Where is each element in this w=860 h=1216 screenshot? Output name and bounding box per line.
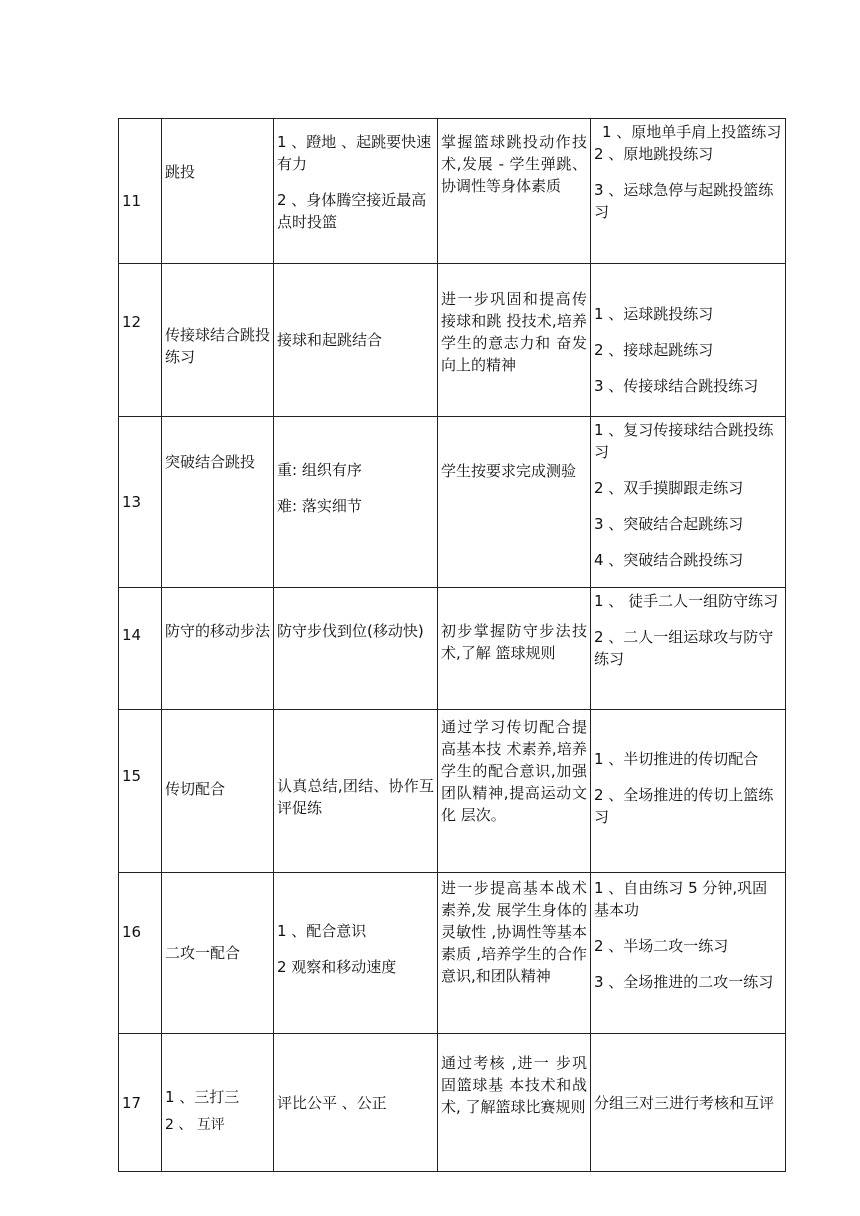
lesson-keypoints: 评比公平 、公正 [274,1034,438,1172]
lesson-methods: 1 、自由练习 5 分钟,巩固基本功 2 、半场二攻一练习 3 、全场推进的二攻一练习 [591,873,786,1034]
table-row [119,119,786,264]
lesson-number: 16 [119,873,162,1034]
lesson-number: 13 [119,417,162,588]
lesson-keypoints: 1 、蹬地 、起跳要快速有力 2 、身体腾空接近最高点时投篮 [274,119,438,264]
lesson-methods: 1 、复习传接球结合跳投练习 2 、双手摸脚跟走练习 3 、突破结合起跳练习 4 、突破结合跳投练习 [591,417,786,588]
table-row [119,710,786,873]
lesson-goal: 通过学习传切配合提高基本技 术素养,培养学生的配合意识,加强团队精神,提高运动文化 层次。 [438,710,591,873]
table-row [119,417,786,588]
lesson-content: 二攻一配合 [162,873,274,1034]
lesson-methods: 1 、原地单手肩上投篮练习 2 、原地跳投练习 3 、运球急停与起跳投篮练习 [591,119,786,264]
lesson-number: 11 [119,119,162,264]
lesson-content: 防守的移动步法 [162,588,274,710]
lesson-number: 14 [119,588,162,710]
lesson-number: 15 [119,710,162,873]
lesson-goal: 掌握篮球跳投动作技术,发展 - 学生弹跳、协调性等身体素质 [438,119,591,264]
lesson-plan-table [118,118,786,1172]
lesson-keypoints: 重: 组织有序 难: 落实细节 [274,417,438,588]
lesson-keypoints: 1 、配合意识 2 观察和移动速度 [274,873,438,1034]
table-row [119,873,786,1034]
lesson-goal: 学生按要求完成测验 [438,417,591,588]
table-row [119,264,786,417]
lesson-keypoints: 防守步伐到位(移动快) [274,588,438,710]
lesson-goal: 通过考核 ,进一 步巩固篮球基 本技术和战术, 了解篮球比赛规则 [438,1034,591,1172]
table-row [119,588,786,710]
lesson-content: 突破结合跳投 [162,417,274,588]
lesson-methods: 分组三对三进行考核和互评 [591,1034,786,1172]
lesson-number: 17 [119,1034,162,1172]
table-row [119,1034,786,1172]
lesson-goal: 初步掌握防守步法技术,了解 篮球规则 [438,588,591,710]
lesson-number: 12 [119,264,162,417]
lesson-goal: 进一步巩固和提高传接球和跳 投技术,培养学生的意志力和 奋发向上的精神 [438,264,591,417]
lesson-methods: 1 、 徒手二人一组防守练习 2 、二人一组运球攻与防守练习 [591,588,786,710]
lesson-content: 传接球结合跳投 练习 [162,264,274,417]
lesson-methods: 1 、半切推进的传切配合 2 、全场推进的传切上篮练习 [591,710,786,873]
lesson-keypoints: 接球和起跳结合 [274,264,438,417]
lesson-content: 跳投 [162,119,274,264]
lesson-content: 1 、三打三 2 、 互评 [162,1034,274,1172]
lesson-content: 传切配合 [162,710,274,873]
lesson-goal: 进一步提高基本战术素养,发 展学生身体的灵敏性 ,协调性等基本素质 ,培养学生的合作 意识,和团队精神 [438,873,591,1034]
lesson-keypoints: 认真总结,团结、协作互评促练 [274,710,438,873]
lesson-methods: 1 、运球跳投练习 2 、接球起跳练习 3 、传接球结合跳投练习 [591,264,786,417]
